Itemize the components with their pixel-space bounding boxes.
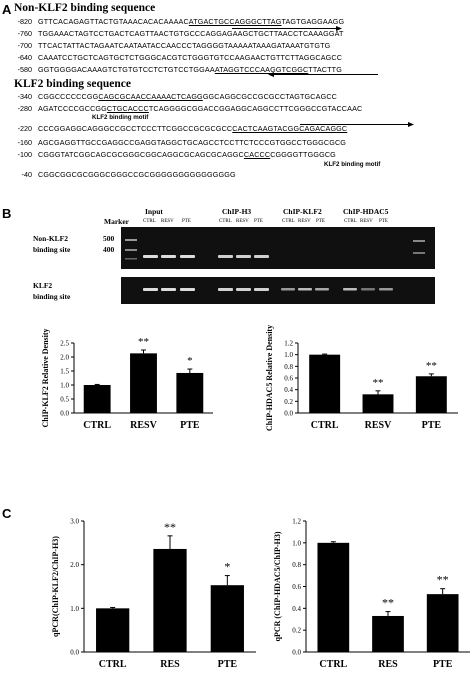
y-tick-label: 1.0 [292, 539, 301, 548]
y-tick-label: 0.6 [292, 583, 301, 591]
y-tick-label: 0.2 [292, 626, 301, 635]
bar [153, 549, 186, 652]
significance-marker: * [187, 355, 193, 368]
bar [363, 394, 394, 413]
x-tick-label: CTRL [319, 659, 348, 670]
y-axis-label: qPCR(ChIP-KLF2/ChIP-H3) [51, 536, 60, 637]
y-tick-label: 0.0 [284, 409, 293, 418]
seq-position: -700 [17, 41, 32, 50]
lane-label: RESV [236, 219, 249, 224]
x-tick-label: PTE [421, 420, 442, 431]
seq-text: TTCACTATTACTAGAATCAATAATACCAACCCTAGGGGTAAAAATAAAGATAAATGTGTG [38, 41, 331, 50]
y-axis-label: ChIP-HDAC5 Relative Density [265, 324, 274, 432]
klf2-site-label: binding site [33, 292, 71, 301]
seq-position: -100 [17, 150, 32, 159]
y-tick-label: 0.0 [292, 648, 301, 657]
bar [309, 355, 340, 413]
bar [130, 353, 157, 413]
non-klf2-site-label: binding site [33, 245, 71, 254]
lane-label: CTRL [282, 219, 295, 224]
panel-b-letter: B [2, 206, 12, 221]
x-tick-label: PTE [180, 420, 200, 431]
y-tick-label: 1.2 [284, 339, 293, 348]
seq-position: -340 [17, 92, 32, 101]
klf2-motif-label: KLF2 binding motif [324, 161, 381, 168]
seq-underlined: ATGACTGCCAGGGCTTAG [188, 17, 282, 26]
significance-marker: ** [382, 595, 394, 610]
significance-marker: ** [436, 572, 449, 587]
seq-text: CGGCCCCCCGGCAGCGCAACCAAAACTCAGGGGCAGGCGCCGCGCCTAGTGCAGCC [38, 92, 338, 101]
marker-size-500: 500 [103, 234, 115, 243]
seq-text: AGCGAGGTTGCCGAGGCCGAGGTAGGCTGCAGCCTCCTTCTCCCGTGGCCTGGGCGCG [38, 138, 347, 147]
klf2-motif-label: KLF2 binding motif [92, 114, 149, 121]
panel-c-letter: C [2, 506, 12, 521]
x-tick-label: RES [378, 659, 398, 670]
gel-header-chip-klf2: ChIP-KLF2 [283, 207, 322, 216]
significance-marker: * [224, 559, 231, 574]
gel-marker-label: Marker [104, 217, 129, 226]
klf2-title: KLF2 binding sequence [14, 78, 131, 90]
y-tick-label: 3.0 [70, 517, 79, 526]
seq-text: GGTGGGGACAAAGTCTGTGTCCTCTGTCCTGGAAATAGGTCCCAAGGTCGGCTTACTTG [38, 65, 342, 74]
x-tick-label: PTE [432, 659, 453, 670]
seq-text: AGATCCCCGCCGGCTGCACCCTCAGGGGCGGACCGGAGGCAGGCCTTCGGGCCGTACCAAC [38, 104, 363, 113]
lane-label: PTE [316, 219, 325, 224]
y-tick-label: 0.5 [60, 395, 69, 404]
gel-header-chip-hdac5: ChIP-HDAC5 [343, 207, 389, 216]
significance-marker: ** [425, 359, 437, 372]
y-tick-label: 0.6 [284, 374, 293, 383]
significance-marker: ** [164, 519, 176, 534]
gel-header-chip-h3: ChIP-H3 [222, 207, 252, 216]
seq-position: -820 [17, 17, 32, 26]
y-axis-label: ChIP-KLF2 Relative Density [41, 328, 50, 428]
bar [372, 616, 404, 652]
lane-label: RESV [298, 219, 311, 224]
significance-marker: ** [138, 336, 149, 348]
x-tick-label: PTE [217, 659, 238, 670]
y-tick-label: 1.2 [292, 517, 301, 526]
seq-underlined: CACCC [243, 150, 271, 159]
bar [96, 608, 129, 652]
y-tick-label: 1.0 [60, 381, 69, 390]
seq-text: CGGGTATCGGCAGCGCGGGCGGCAGGCGCAGCGCAGGCCACCCCGGGGTTGGGCG [38, 150, 336, 159]
seq-position: -760 [17, 29, 32, 38]
seq-text: GTTCACAGAGTTACTGTAAACACACAAAACATGACTGCCAGGGCTTAGTAGTGAGGAAGG [38, 17, 345, 26]
bar [211, 585, 244, 652]
bar [427, 594, 459, 652]
seq-position: -160 [17, 138, 32, 147]
y-tick-label: 2.0 [60, 353, 69, 362]
seq-text: CCCGGAGGCAGGGCCGCCTCCCTTCGGCCGCGCGCCCACTCAAGTACGGCAGACAGGC [38, 124, 348, 133]
lane-label: PTE [182, 219, 191, 224]
y-tick-label: 1.0 [70, 604, 79, 613]
lane-label: PTE [254, 219, 263, 224]
x-tick-label: RESV [130, 420, 157, 431]
x-tick-label: RESV [364, 420, 392, 431]
lane-label: CTRL [344, 219, 357, 224]
seq-position: -280 [17, 104, 32, 113]
seq-underlined: ATAGGTCCCAAGGTCGGC [214, 65, 309, 74]
x-tick-label: CTRL [98, 659, 127, 670]
seq-text: CAAATCCTGCTCAGTGCTCTGGGCACGTCTGGGTGTCCAAGAACTGTTCTTAGGCAGCC [38, 53, 343, 62]
seq-text: TGGAAACTAGTCCTGACTCAGTTAACTGTGCCCAGGAGAAGCTGCTTAACCTCAAAGGAT [38, 29, 344, 38]
lane-label: CTRL [143, 219, 156, 224]
seq-underlined: CAGCGCAACCAAAACTCAGG [98, 92, 203, 101]
seq-text: CGGCGGCGCGGGCGGGCCGCGGGGGGGGGGGGGGG [38, 170, 236, 179]
marker-size-400: 400 [103, 245, 115, 254]
non-klf2-site-label: Non-KLF2 [33, 234, 69, 243]
seq-underlined: CACTCAAGTACGGCAGACAGGC [232, 124, 348, 133]
y-tick-label: 0.2 [284, 397, 293, 406]
y-tick-label: 2.0 [70, 561, 79, 570]
bar [317, 543, 349, 652]
y-tick-label: 0.8 [292, 561, 301, 570]
x-tick-label: CTRL [310, 420, 339, 431]
y-tick-label: 1.0 [284, 351, 293, 360]
y-tick-label: 1.5 [60, 367, 69, 376]
x-tick-label: CTRL [83, 420, 112, 431]
gel-header-input: Input [145, 207, 163, 216]
significance-marker: ** [372, 376, 384, 389]
y-tick-label: 0.0 [70, 648, 79, 657]
seq-position: -640 [17, 53, 32, 62]
y-tick-label: 0.0 [60, 409, 69, 418]
seq-position: -40 [21, 170, 32, 179]
lane-label: PTE [379, 219, 388, 224]
seq-position: -580 [17, 65, 32, 74]
seq-underlined: CTGCACCC [106, 104, 149, 113]
y-tick-label: 2.5 [60, 339, 69, 348]
y-axis-label: qPCR (ChIP-HDAC5/ChIP-H3) [273, 531, 282, 642]
lane-label: RESV [360, 219, 373, 224]
bar [416, 376, 447, 413]
panel-a-letter: A [2, 2, 12, 17]
lane-label: RESV [161, 219, 174, 224]
seq-position: -220 [17, 124, 32, 133]
bar [176, 373, 203, 413]
non-klf2-title: Non-KLF2 binding sequence [14, 2, 156, 14]
bar [84, 385, 111, 413]
y-tick-label: 0.8 [284, 362, 293, 371]
lane-label: CTRL [219, 219, 232, 224]
klf2-site-label: KLF2 [33, 281, 53, 290]
x-tick-label: RES [160, 659, 180, 670]
y-tick-label: 0.4 [292, 604, 301, 613]
y-tick-label: 0.4 [284, 386, 293, 395]
